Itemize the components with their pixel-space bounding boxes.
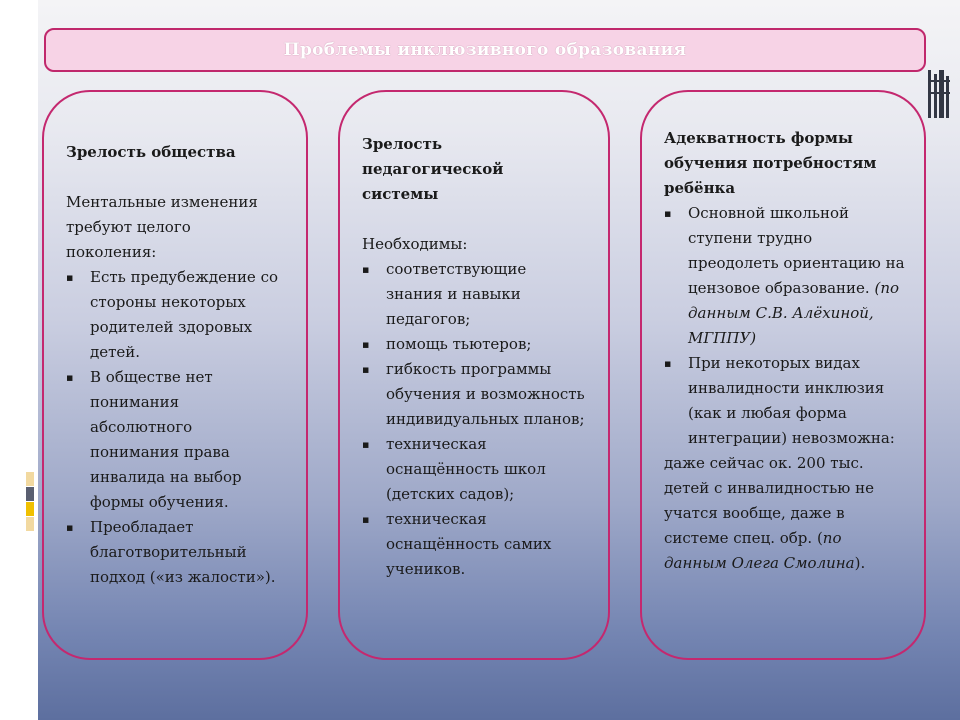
bullet-icon: ▪ bbox=[664, 357, 672, 370]
bullet-icon: ▪ bbox=[66, 271, 74, 284]
bullet-icon: ▪ bbox=[66, 521, 74, 534]
bullet-icon: ▪ bbox=[362, 363, 370, 376]
strip-mark bbox=[26, 472, 34, 486]
strip-mark bbox=[26, 502, 34, 516]
bullet-list bbox=[664, 201, 906, 451]
closing-text: даже сейчас ок. 200 тыс. детей с инвалидностью не учатся вообще, даже в системе спец. обр. (по данным Олега Смолина). bbox=[664, 454, 874, 572]
corner-decoration-icon bbox=[928, 70, 952, 118]
card-intro: Ментальные изменения требуют целого поколения: bbox=[66, 193, 258, 261]
bullet-list bbox=[362, 257, 586, 582]
source-citation: (по данным С.В. Алёхиной, МГППУ) bbox=[688, 279, 900, 347]
list-item: ▪ помощь тьютеров; bbox=[362, 332, 586, 357]
list-item: ▪ Основной школьной ступени трудно преодолеть ориентацию на цензовое образование. (по данным С.В. Алёхиной, МГППУ) bbox=[664, 201, 906, 351]
bullet-icon: ▪ bbox=[362, 438, 370, 451]
list-item: ▪ техническая оснащённость школ (детских садов); bbox=[362, 432, 586, 507]
list-item: ▪ Есть предубеждение со стороны некоторых родителей здоровых детей. bbox=[66, 265, 284, 365]
card-heading: Зрелость общества bbox=[66, 143, 236, 161]
slide-title-bar bbox=[44, 28, 926, 72]
list-item: ▪ гибкость программы обучения и возможность индивидуальных планов; bbox=[362, 357, 586, 432]
bullet-icon: ▪ bbox=[66, 371, 74, 384]
bullet-icon: ▪ bbox=[362, 338, 370, 351]
left-strip bbox=[0, 0, 38, 720]
strip-mark bbox=[26, 517, 34, 531]
card-education-form-adequacy bbox=[640, 90, 926, 660]
strip-mark bbox=[26, 487, 34, 501]
list-item: ▪ техническая оснащённость самих учеников. bbox=[362, 507, 586, 582]
card-pedagogical-system bbox=[338, 90, 610, 660]
card-heading: Адекватность формы обучения потребностям ребёнка bbox=[664, 129, 877, 197]
card-society-maturity bbox=[42, 90, 308, 660]
list-item: ▪ При некоторых видах инвалидности инклюзия (как и любая форма интеграции) невозможна: bbox=[664, 351, 906, 451]
slide-title: Проблемы инклюзивного образования bbox=[283, 40, 687, 60]
list-item: ▪ соответствующие знания и навыки педагогов; bbox=[362, 257, 586, 332]
list-item: ▪ В обществе нет понимания абсолютного понимания права инвалида на выбор формы обучения. bbox=[66, 365, 284, 515]
card-intro: Необходимы: bbox=[362, 235, 468, 253]
list-item: ▪ Преобладает благотворительный подход («из жалости»). bbox=[66, 515, 284, 590]
bullet-icon: ▪ bbox=[362, 513, 370, 526]
bullet-list bbox=[66, 265, 284, 590]
bullet-icon: ▪ bbox=[664, 207, 672, 220]
card-heading: Зрелость педагогической системы bbox=[362, 135, 504, 203]
source-citation: по данным Олега Смолина bbox=[664, 529, 855, 572]
bullet-icon: ▪ bbox=[362, 263, 370, 276]
